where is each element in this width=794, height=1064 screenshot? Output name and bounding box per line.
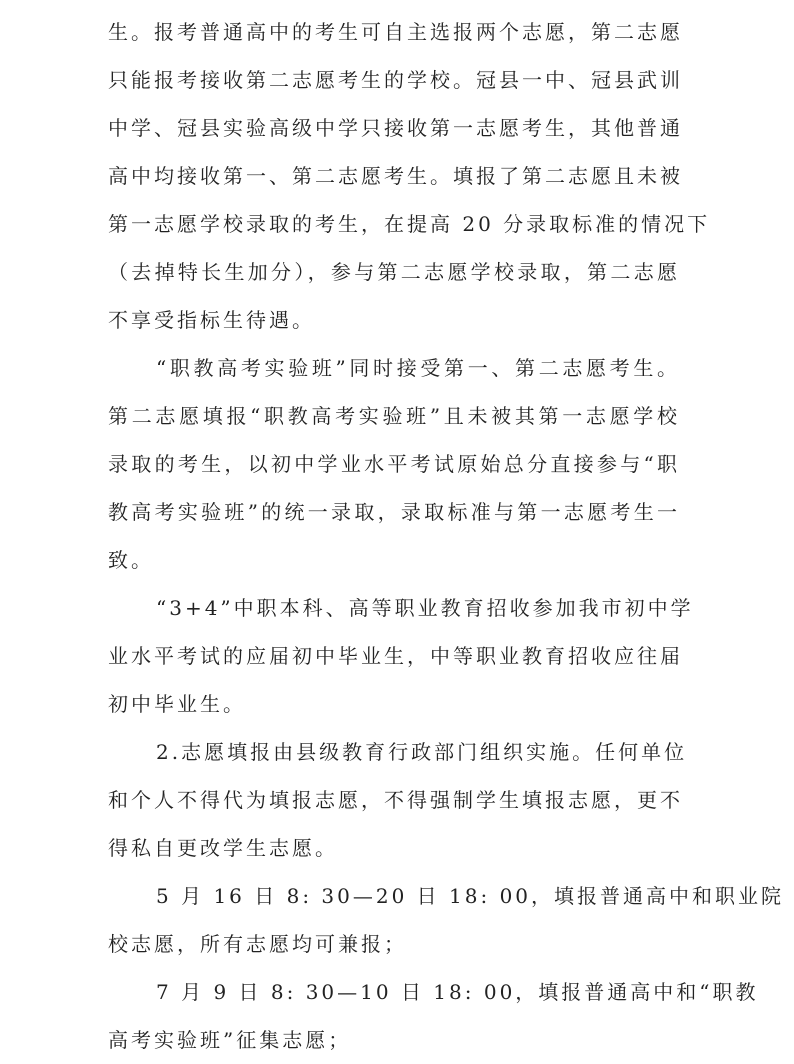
text-line: 高中均接收第一、第二志愿考生。填报了第二志愿且未被 — [108, 164, 683, 188]
text-line: 校志愿，所有志愿均可兼报； — [108, 932, 407, 956]
text-line: 中学、冠县实验高级中学只接收第一志愿考生，其他普通 — [108, 116, 683, 140]
text-line: 2.志愿填报由县级教育行政部门组织实施。任何单位 — [156, 740, 688, 764]
document-body — [108, 8, 785, 1064]
text-line: 只能报考接收第二志愿考生的学校。冠县一中、冠县武训 — [108, 68, 683, 92]
text-line: （去掉特长生加分），参与第二志愿学校录取，第二志愿 — [108, 260, 680, 284]
text-line: 业水平考试的应届初中毕业生，中等职业教育招收应往届 — [108, 644, 683, 668]
text-line: “职教高考实验班”同时接受第一、第二志愿考生。 — [156, 356, 680, 380]
text-line: 教高考实验班”的统一录取，录取标准与第一志愿考生一 — [108, 500, 680, 524]
text-line: 第二志愿填报“职教高考实验班”且未被其第一志愿学校 — [108, 404, 680, 428]
text-line: 不享受指标生待遇。 — [108, 308, 315, 332]
text-line: 初中毕业生。 — [108, 692, 246, 716]
text-line: 生。报考普通高中的考生可自主选报两个志愿，第二志愿 — [108, 20, 683, 44]
text-line: 5 月 16 日 8: 30—20 日 18: 00，填报普通高中和职业院 — [156, 884, 785, 908]
text-line: 致。 — [108, 548, 154, 572]
text-line: “3+4”中职本科、高等职业教育招收参加我市初中学 — [156, 596, 694, 620]
text-line: 录取的考生，以初中学业水平考试原始总分直接参与“职 — [108, 452, 680, 476]
text-line: 7 月 9 日 8: 30—10 日 18: 00，填报普通高中和“职教 — [156, 980, 759, 1004]
text-line: 高考实验班”征集志愿； — [108, 1028, 352, 1052]
text-line: 得私自更改学生志愿。 — [108, 836, 338, 860]
text-line: 和个人不得代为填报志愿，不得强制学生填报志愿，更不 — [108, 788, 683, 812]
text-line: 第一志愿学校录取的考生，在提高 20 分录取标准的情况下 — [108, 212, 711, 236]
